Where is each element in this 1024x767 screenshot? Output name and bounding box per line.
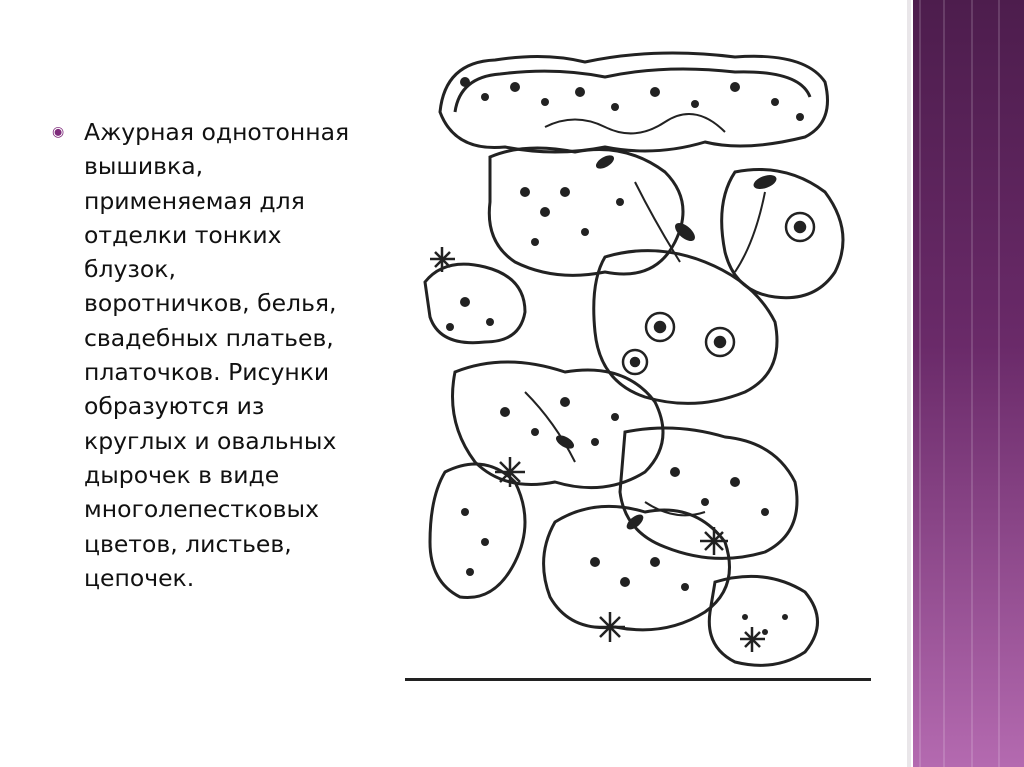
body-text: Ажурная однотонная вышивка, применяемая для отделки тонких блузок, воротничков, белья, свадебных платьев, платочков. Рисунки образуются из круглых и овальных дырочек в виде многолепестковых цветов, листьев, цепочек. (84, 118, 350, 592)
embroidery-pattern-image (405, 42, 871, 685)
circled-bullet-icon: ◉ (52, 124, 65, 140)
decorative-side-band (913, 0, 1024, 767)
slide-divider (907, 0, 911, 767)
